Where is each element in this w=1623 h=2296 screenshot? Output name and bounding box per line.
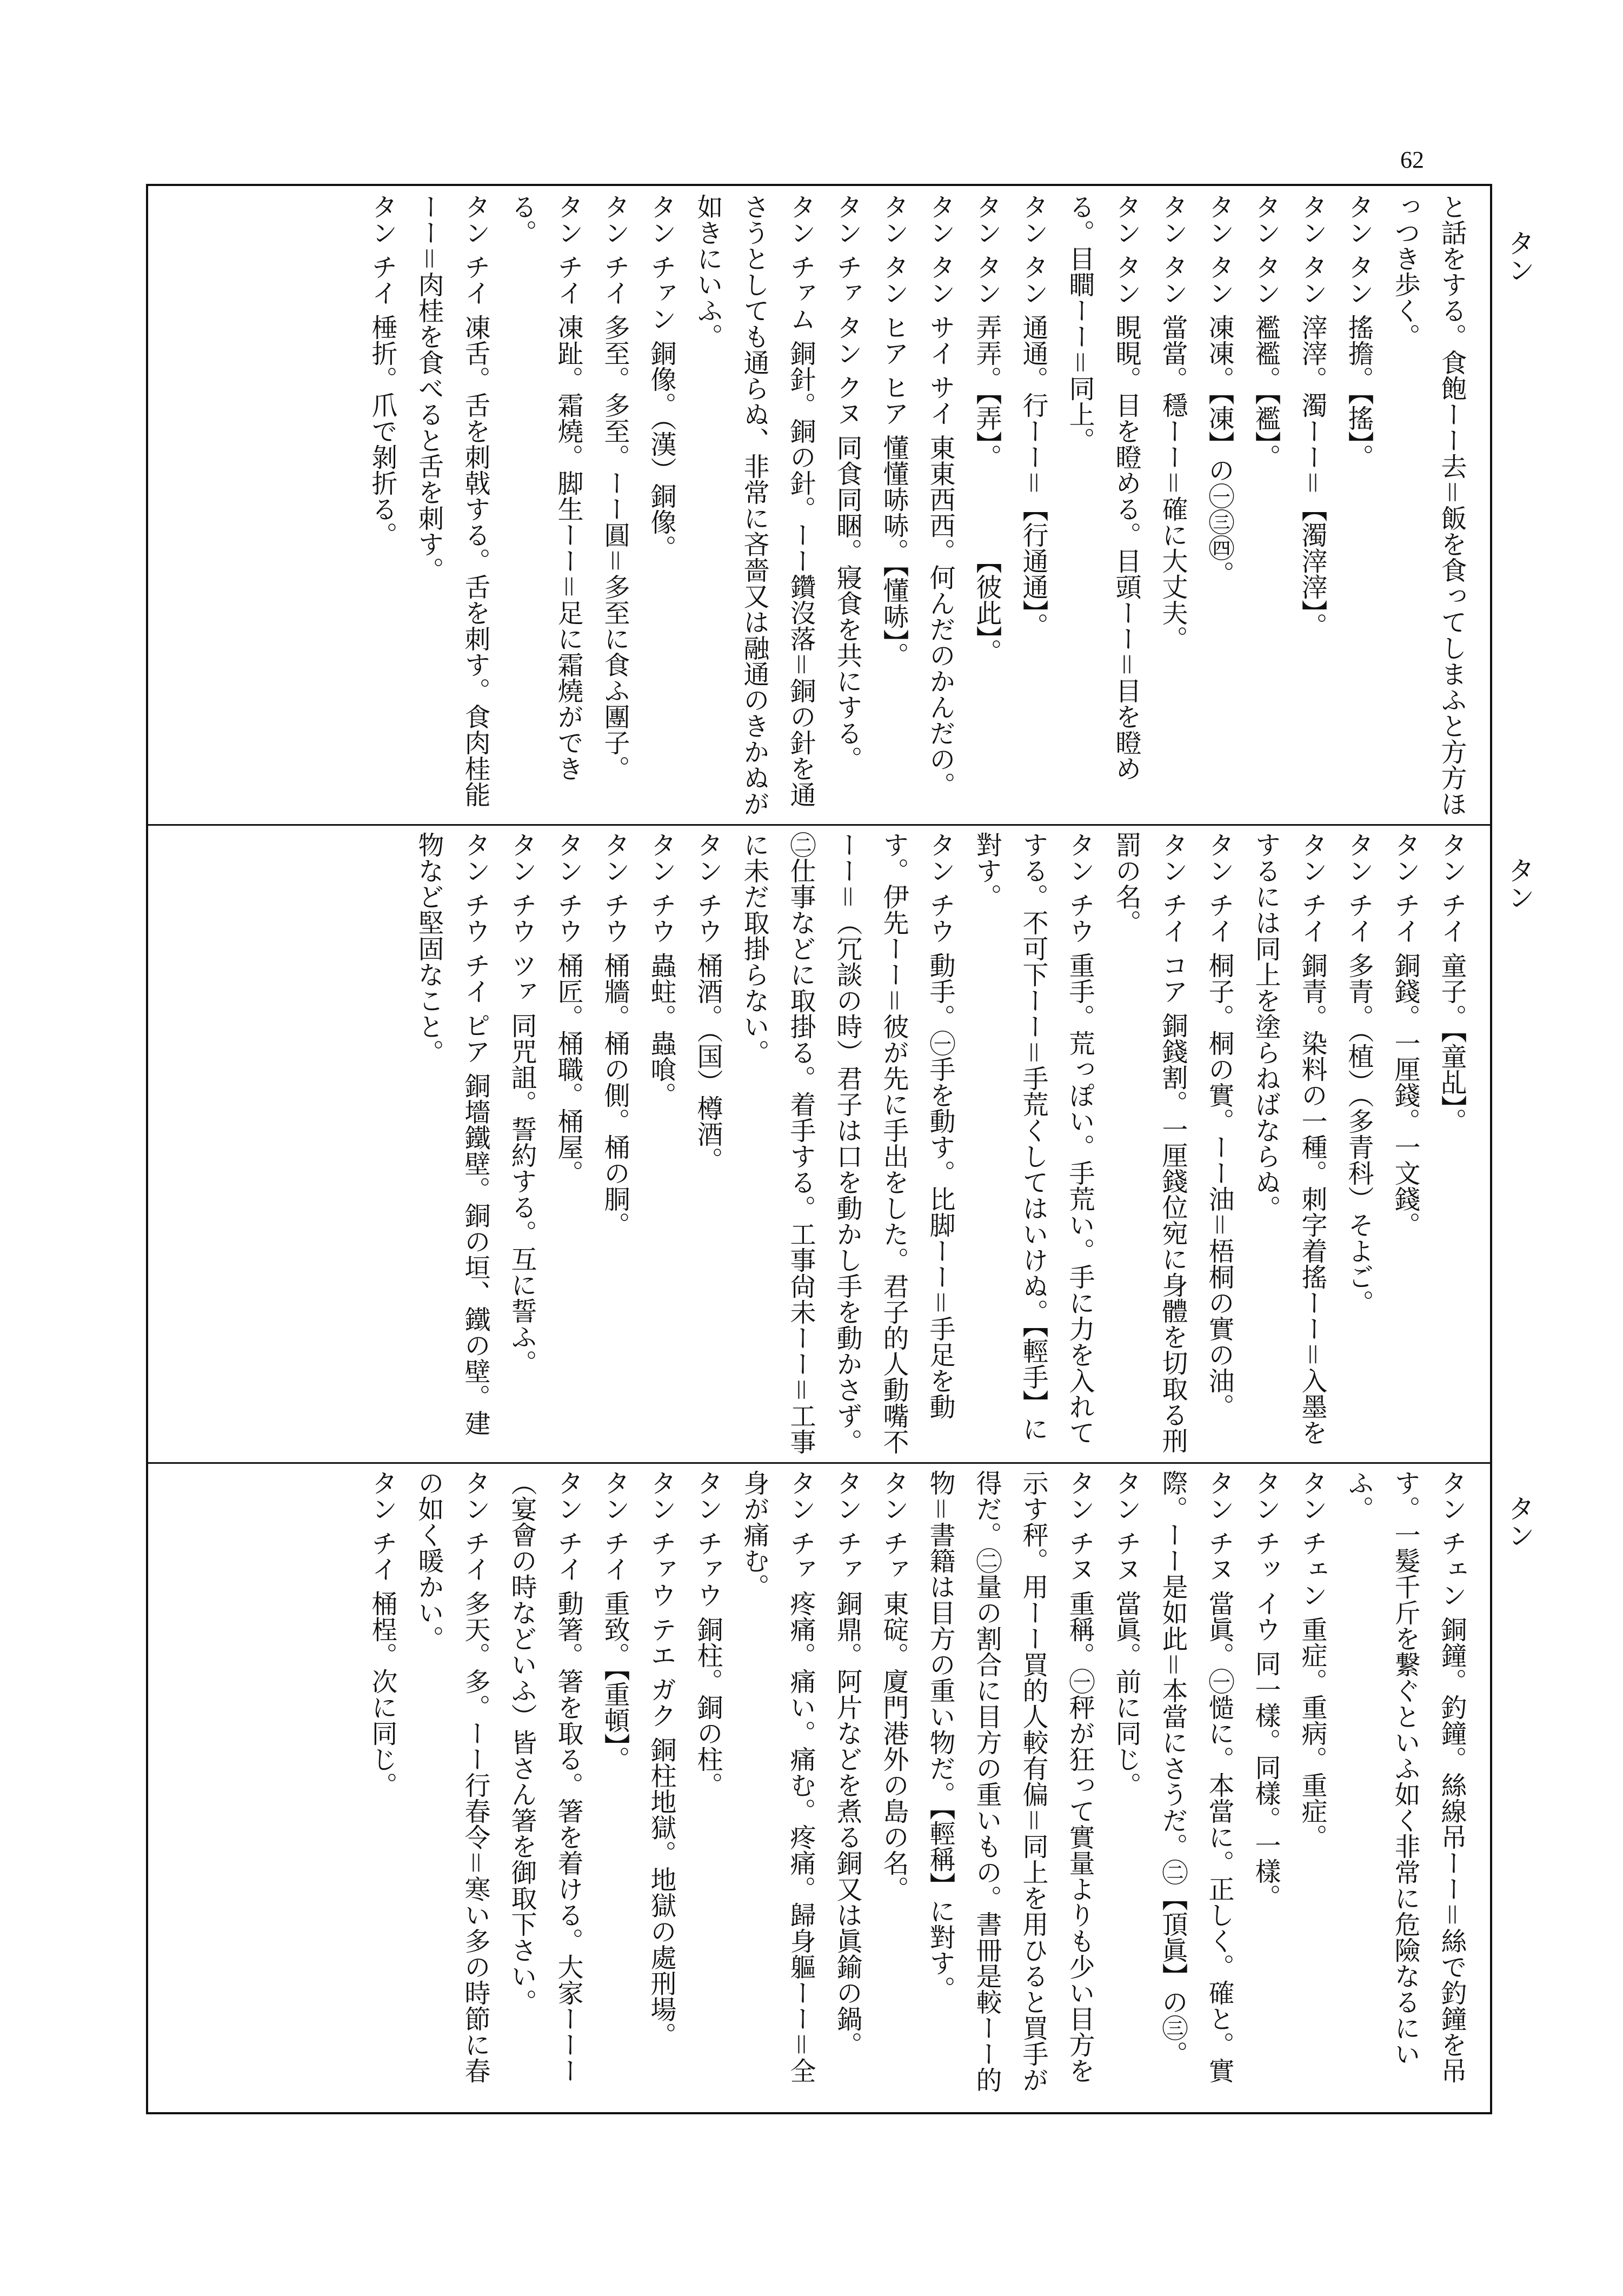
dictionary-entry: タン チウ 桶牆。桶の側。桶の胴。	[600, 832, 630, 1238]
dictionary-entry: タン チァ タン クヌ 同食同睏。寢食を共にする。	[832, 194, 862, 772]
dictionary-entry: タン チイ 多青。（植）（多青科）そよご。	[1343, 832, 1374, 1316]
dictionary-entry: タン チイ 凍舌。舌を刺戟する。舌を刺す。食肉桂能ーー＝肉桂を食べると舌を刺す。	[414, 194, 490, 807]
dictionary-entry: タン チウ ツァ 同咒詛。誓約する。互に誓ふ。	[507, 832, 537, 1376]
dictionary-entry: タン チイ 桶桯。次に同じ。	[367, 1470, 397, 1798]
dictionary-entry: タン タン 睍睍。目を瞪める。目頭ーー＝目を瞪める。目瞷ーー＝同上。	[1065, 194, 1141, 781]
dictionary-entry: タン タン 襤襤。【襤】。	[1250, 194, 1281, 470]
dictionary-entry: タン チァ 東碇。廈門港外の島の名。	[879, 1470, 909, 1902]
dictionary-entry: と話をする。食飽ーー去＝飯を食ってしまふと方方ほっつき歩く。	[1390, 194, 1467, 817]
band-heading-bottom: タン	[1504, 1495, 1534, 1549]
dictionary-entry: タン チイ 童子。【童乩】。	[1436, 832, 1467, 1134]
dictionary-entry: タン チァン 銅像。（漢）銅像。	[646, 194, 676, 561]
entry-band-top	[148, 186, 1490, 826]
dictionary-entry: タン チイ 多至。多至。ーー圓＝多至に食ふ團子。	[600, 194, 630, 781]
dictionary-entry: タン チウ 重手。荒っぽい。手荒い。手に力を入れてする。不可下ーー＝手荒くしてはいけぬ。【輕手】に對す。	[972, 832, 1095, 1445]
entry-columns	[163, 1470, 1475, 2107]
dictionary-entry: タン チェン 重症。重病。重症。	[1297, 1470, 1327, 1850]
band-heading-middle: タン	[1504, 857, 1534, 911]
page-number: 62	[1400, 147, 1424, 173]
dictionary-entry: タン チウ 桶匠。桶職。桶屋。	[553, 832, 583, 1186]
dictionary-entry: タン タン 當當。穩ーー＝確に大丈夫。	[1158, 194, 1188, 652]
entry-columns	[163, 194, 1475, 817]
dictionary-entry: タン チヌ 當眞。㊀慥に。本當に。正しく。確と。實際。ーー是如此＝本當にさうだ。㊁【頂眞】の㊂。	[1158, 1470, 1234, 2083]
dictionary-entry: タン タン 弄弄。【弄】。 【彼此】。	[972, 194, 1002, 665]
dictionary-entry: タン チイ 重致。【重頓】。	[600, 1470, 630, 1772]
dictionary-entry: タン チイ 桐子。桐の實。ーー油＝梧桐の實の油。	[1204, 832, 1234, 1419]
dictionary-entry: タン チイ 銅青。染料の一種。刺字着搖ーー＝入墨をするには同上を塗らねばならぬ。	[1250, 832, 1327, 1445]
dictionary-entry: タン チヌ 當眞。前に同じ。	[1111, 1470, 1141, 1798]
dictionary-entry: タン タン 滓滓。濁ーー＝【濁滓滓】。	[1297, 194, 1327, 639]
dictionary-entry: タン タン 凍凍。【凍】の㊀㊂㊃。	[1204, 194, 1234, 587]
dictionary-entry: タン チヌ 重稱。㊀秤が狂って實量よりも少い目方を示す秤。用ーー買的人較有偏＝同上を用ひると買手が得だ。㊁量の割合に目方の重いもの。書冊是較ーー的物＝書籍は目方の重い物だ。【輕稱】に對す。	[925, 1470, 1095, 2093]
dictionary-entry: タン タン サイ サイ 東東西西。何んだのかんだの。	[925, 194, 955, 798]
dictionary-entry: タン チァ 疼痛。痛い。痛む。疼痛。歸身軀ーー＝全身が痛む。	[739, 1470, 816, 2083]
dictionary-entry: タン チッ イウ 同一樣。同樣。一樣。	[1250, 1470, 1281, 1910]
dictionary-entry: タン チイ 銅錢。一厘錢。一文錢。	[1390, 832, 1420, 1238]
dictionary-entry: タン チァム 銅針。銅の針。ーー鑽沒落＝銅の針を通さうとしても通らぬ、非常に吝嗇又は融通のきかぬが如きにいふ。	[693, 194, 816, 817]
dictionary-entry: タン チァ 銅鼎。阿片などを煮る銅又は眞鍮の鍋。	[832, 1470, 862, 2058]
dictionary-entry: タン チイ 棰折。爪で剝折る。	[367, 194, 397, 548]
dictionary-entry: タン チイ 凍趾。霜燒。脚生ーー＝足に霜燒ができる。	[507, 194, 583, 781]
dictionary-entry: タン チァウ 銅柱。銅の柱。	[693, 1470, 723, 1798]
entry-band-middle	[148, 824, 1490, 1464]
dictionary-entry: タン チァウ テエ ガク 銅柱地獄。地獄の處刑場。	[646, 1470, 676, 2048]
dictionary-entry: タン タン 通通。行ーー＝【行通通】。	[1018, 194, 1048, 639]
dictionary-entry: タン チイ 動箸。箸を取る。箸を着ける。大家ーーー（宴會の時などいふ）皆さん箸を御取下さい。	[507, 1470, 583, 2083]
dictionary-entry: タン チウ 動手。㊀手を動す。比脚ーー＝手足を動す。伊先ーー＝彼が先に手出をした。君子的人動嘴不ーー＝（冗談の時）君子は口を動かし手を動かさず。㊁仕事などに取掛る。着手する。工事尙未ーー＝工事に未だ取掛らない。	[739, 832, 955, 1455]
dictionary-entry: タン チェン 銅鐘。釣鐘。絲線吊ーー＝絲で釣鐘を吊す。一髮千斤を繋ぐといふ如く非常に危險なるにいふ。	[1343, 1470, 1467, 2083]
entry-columns	[163, 832, 1475, 1455]
dictionary-entry: タン タン ヒア ヒア 懂懂哧哧。【懂哧】。	[879, 194, 909, 668]
dictionary-entry: タン チウ チイ ピア 銅墻鐵壁。銅の垣、鐵の壁。建物など堅固なこと。	[414, 832, 490, 1436]
dictionary-page-frame	[146, 184, 1534, 2114]
dictionary-entry: タン チイ 多天。多。ーー行春令＝寒い多の時節に春の如く暖かい。	[414, 1470, 490, 2083]
band-heading-top: タン	[1504, 229, 1534, 283]
dictionary-entry: タン チウ 桶酒。（国）樽酒。	[693, 832, 723, 1173]
dictionary-entry: タン タン 搖擔。【搖】。	[1343, 194, 1374, 470]
dictionary-entry: タン チイ コア 銅錢割。一厘錢位宛に身體を切取る刑罰の名。	[1111, 832, 1188, 1454]
entry-band-bottom	[148, 1462, 1490, 2114]
dictionary-entry: タン チウ 蟲蛀。蟲喰。	[646, 832, 676, 1108]
